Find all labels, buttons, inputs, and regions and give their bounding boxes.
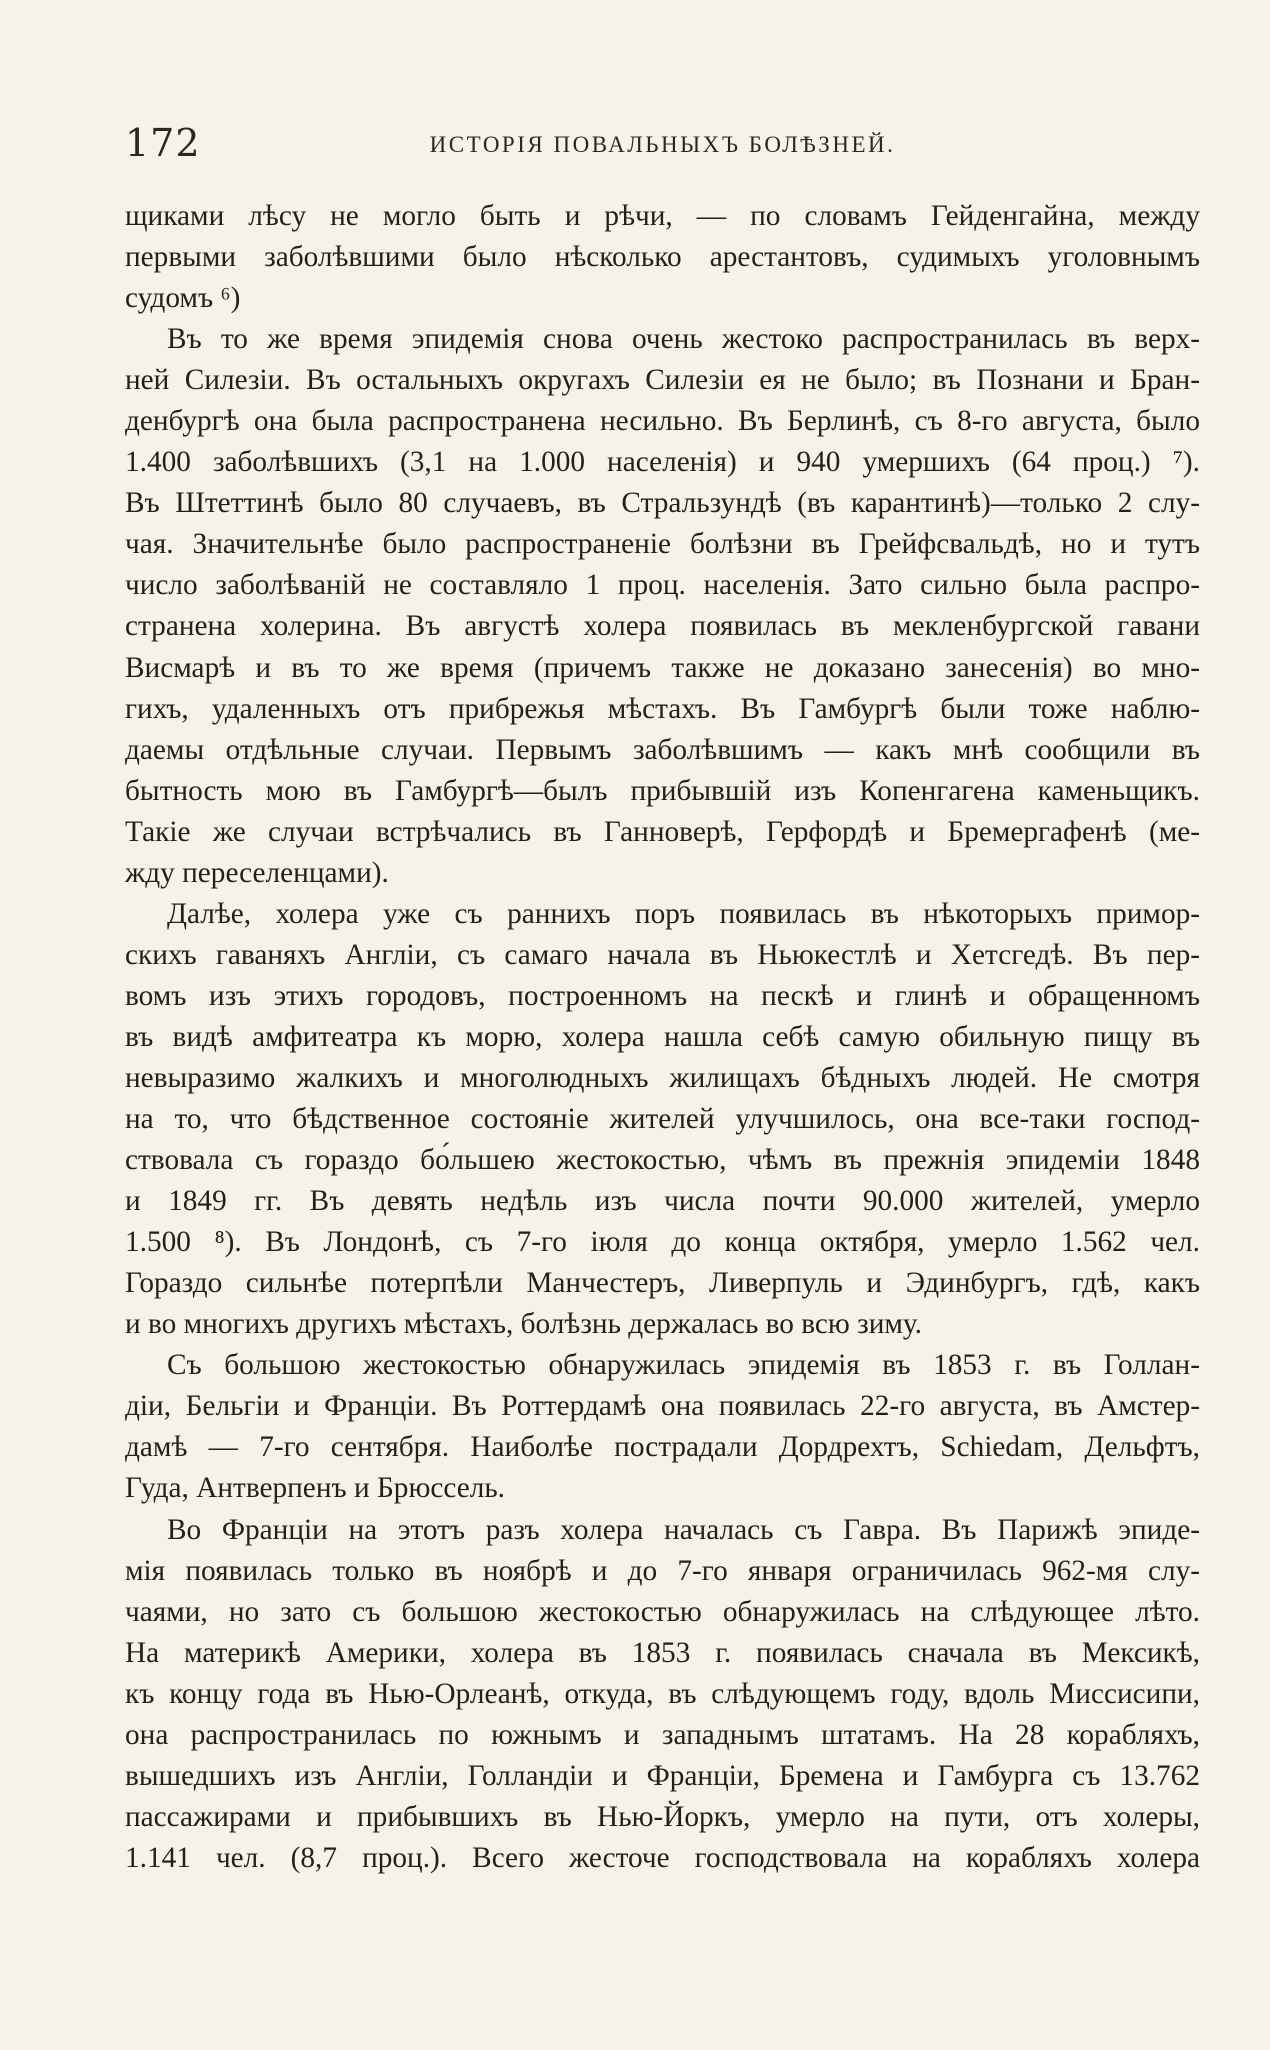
- text-line: невыразимо жалкихъ и многолюдныхъ жилищахъ бѣдныхъ людей. Не смотря: [125, 1061, 1200, 1094]
- text-line: бытность мою въ Гамбургѣ—былъ прибывшій изъ Копенгагена каменьщикъ.: [125, 774, 1200, 807]
- text-line: Висмарѣ и въ то же время (причемъ также не доказано занесенія) во мно-: [125, 651, 1200, 684]
- page-header: [125, 118, 1200, 168]
- running-head: ИСТОРІЯ ПОВАЛЬНЫХЪ БОЛѢЗНЕЙ.: [429, 132, 896, 157]
- text-line: Гораздо сильнѣе потерпѣли Манчестеръ, Ливерпуль и Эдинбургъ, гдѣ, какъ: [125, 1267, 1200, 1300]
- text-line: скихъ гаваняхъ Англіи, съ самаго начала въ Ньюкестлѣ и Хетсгедѣ. Въ пер-: [125, 938, 1200, 971]
- text-line: Такіе же случаи встрѣчались въ Ганноверѣ, Герфордѣ и Бремергафенѣ (ме-: [125, 815, 1200, 848]
- text-line: она распространилась по южнымъ и западнымъ штатамъ. На 28 корабляхъ,: [125, 1718, 1200, 1751]
- text-line: Далѣе, холера уже съ раннихъ поръ появилась въ нѣкоторыхъ примор-: [167, 897, 1200, 930]
- text-line: пассажирами и прибывшихъ въ Нью-Йоркъ, умерло на пути, отъ холеры,: [125, 1800, 1200, 1833]
- text-line: щиками лѣсу не могло быть и рѣчи, — по словамъ Гейденгайна, между: [125, 200, 1200, 232]
- text-line: жду переселенцами).: [125, 856, 389, 889]
- text-line: мія появилась только въ ноябрѣ и до 7-го января ограничилась 962-мя слу-: [125, 1554, 1200, 1587]
- text-line: На материкѣ Америки, холера въ 1853 г. появилась сначала въ Мексикѣ,: [125, 1636, 1200, 1669]
- text-line: число заболѣваній не составляло 1 проц. населенія. Зато сильно была распро-: [125, 569, 1200, 602]
- text-line: Въ Штеттинѣ было 80 случаевъ, въ Стральзундѣ (въ карантинѣ)—только 2 слу-: [125, 487, 1200, 520]
- text-line: на то, что бѣдственное состояніе жителей улучшилось, она все-таки господ-: [125, 1103, 1200, 1136]
- page-number: 172: [125, 121, 201, 165]
- text-line: Въ то же время эпидемія снова очень жестоко распространилась въ верх-: [167, 323, 1200, 356]
- text-line: чая. Значительнѣе было распространеніе болѣзни въ Грейфсвальдѣ, но и тутъ: [125, 528, 1200, 561]
- text-line: дамѣ — 7-го сентября. Наиболѣе пострадали Дордрехтъ, Schiedam, Дельфтъ,: [125, 1431, 1200, 1464]
- text-line: судомъ ⁶): [125, 282, 241, 315]
- text-line: 1.500 ⁸). Въ Лондонѣ, съ 7-го іюля до конца октября, умерло 1.562 чел.: [125, 1226, 1200, 1259]
- text-line: ствовала съ гораздо бо́льшею жестокостью, чѣмъ въ прежнія эпидеміи 1848: [125, 1144, 1200, 1177]
- text-line: странена холерина. Въ августѣ холера появилась въ мекленбургской гавани: [125, 610, 1200, 643]
- text-line: Съ большою жестокостью обнаружилась эпидемія въ 1853 г. въ Голлан-: [167, 1349, 1200, 1382]
- text-line: въ видѣ амфитеатра къ морю, холера нашла себѣ самую обильную пищу въ: [125, 1020, 1200, 1053]
- text-line: денбургѣ она была распространена несильно. Въ Берлинѣ, съ 8-го августа, было: [125, 405, 1200, 438]
- text-line: къ концу года въ Нью-Орлеанѣ, откуда, въ слѣдующемъ году, вдоль Миссисипи,: [125, 1677, 1200, 1710]
- text-line: чаями, но зато съ большою жестокостью обнаружилась на слѣдующее лѣто.: [125, 1595, 1200, 1628]
- text-line: Гуда, Антверпенъ и Брюссель.: [125, 1472, 506, 1505]
- body-text: [125, 196, 1200, 1879]
- text-line: и 1849 гг. Въ девять недѣль изъ числа почти 90.000 жителей, умерло: [125, 1185, 1200, 1218]
- text-line: 1.141 чел. (8,7 проц.). Всего жесточе господствовала на корабляхъ холера: [125, 1841, 1200, 1874]
- text-line: первыми заболѣвшими было нѣсколько арестантовъ, судимыхъ уголовнымъ: [125, 241, 1200, 274]
- text-line: и во многихъ другихъ мѣстахъ, болѣзнь держалась во всю зиму.: [125, 1308, 922, 1341]
- text-line: діи, Бельгіи и Франціи. Въ Роттердамѣ она появилась 22-го августа, въ Амстер-: [125, 1390, 1200, 1423]
- text-line: вомъ изъ этихъ городовъ, построенномъ на пескѣ и глинѣ и обращенномъ: [125, 979, 1200, 1012]
- text-line: вышедшихъ изъ Англіи, Голландіи и Франціи, Бремена и Гамбурга съ 13.762: [125, 1759, 1200, 1792]
- text-line: даемы отдѣльные случаи. Первымъ заболѣвшимъ — какъ мнѣ сообщили въ: [125, 733, 1200, 766]
- text-line: гихъ, удаленныхъ отъ прибрежья мѣстахъ. Въ Гамбургѣ были тоже наблю-: [125, 692, 1200, 725]
- text-line: 1.400 заболѣвшихъ (3,1 на 1.000 населенія) и 940 умершихъ (64 проц.) ⁷).: [125, 446, 1200, 479]
- text-line: ней Силезіи. Въ остальныхъ округахъ Силезіи ея не было; въ Познани и Бран-: [125, 364, 1200, 397]
- text-line: Во Франціи на этотъ разъ холера началась съ Гавра. Въ Парижѣ эпиде-: [167, 1513, 1200, 1546]
